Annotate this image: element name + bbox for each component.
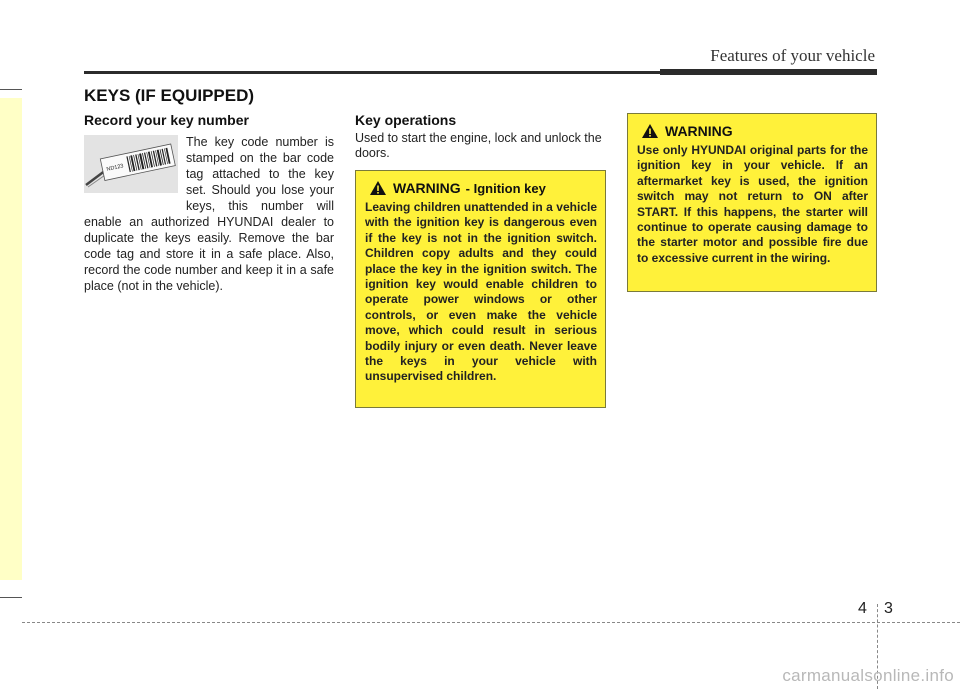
key-operations-body: Used to start the engine, lock and unlock the doors. (355, 131, 602, 160)
side-tick-bottom (0, 597, 22, 598)
page-number: 3 (884, 600, 893, 617)
record-key-paragraph-wrap (84, 134, 334, 294)
warning-general-header (637, 123, 868, 139)
warning-ignition-title: WARNING (393, 180, 461, 196)
warning-ignition-body: Leaving children unattended in a vehicle with the ignition key is dangerous even if the key is not in the ignition switch. Children copy adults and they could place the key in the ignition switch. The ignition key would enable children to operate power windows or other controls, or even make the vehicle move, which could result in serious bodily injury or even death. Never leave the keys in your vehicle with unsupervised children. (365, 200, 597, 384)
key-operations-column (355, 111, 607, 161)
warning-ignition-subtitle: - Ignition key (465, 180, 546, 196)
warning-ignition-box (355, 170, 606, 408)
record-key-paragraph: The key code number is stamped on the bar code tag attached to the key set. Should you lose your keys, this number will enable an authorized HYUNDAI dealer to duplicate the keys easily. Remove the bar code tag and store it in a safe place. Also, record the code number and keep it in a safe place (not in the vehicle). (84, 135, 334, 293)
warning-general-title: WARNING (665, 123, 733, 139)
warning-ignition-header (365, 180, 597, 196)
key-tag-code-text: ND123 (106, 163, 125, 173)
warning-general-box (627, 113, 877, 292)
watermark-text: carmanualsonline.info (782, 666, 954, 685)
page-chapter-number: 4 (858, 600, 867, 617)
side-tick-top (0, 89, 22, 90)
record-key-column (84, 111, 334, 293)
warning-general-body: Use only HYUNDAI original parts for the ignition key in your vehicle. If an aftermarket key is used, the ignition switch may not return to ON after START. If this happens, the starter will continue to operate causing damage to the starter motor and possible fire due to excessive current in the wiring. (637, 143, 868, 265)
warning-triangle-icon (641, 123, 659, 139)
header-title: Features of your vehicle (710, 46, 875, 65)
section-title: KEYS (IF EQUIPPED) (84, 86, 255, 105)
record-key-heading: Record your key number (84, 112, 249, 128)
header-rule-accent (660, 69, 877, 75)
footer-dashed-rule (22, 622, 960, 623)
side-color-strip (0, 98, 22, 580)
key-operations-heading: Key operations (355, 112, 457, 128)
warning-triangle-icon (369, 180, 387, 196)
